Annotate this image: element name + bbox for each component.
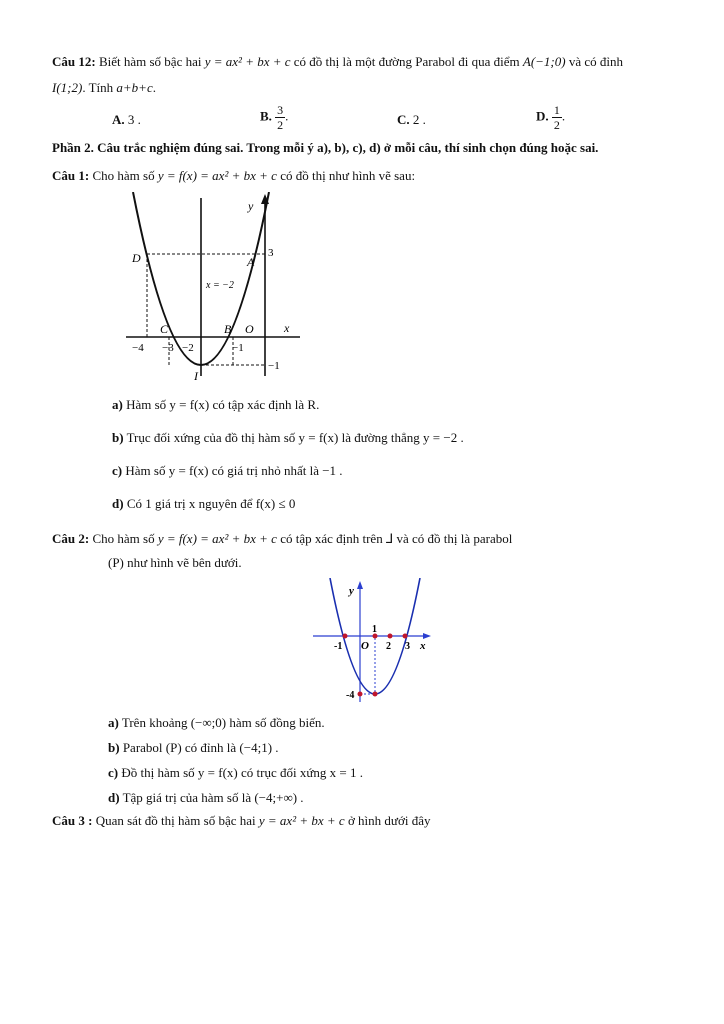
q12-option-c[interactable]: C. 2 . <box>397 112 426 127</box>
q1-label-i: I <box>194 369 198 383</box>
q2-stem-line2: (P) như hình vẽ bên dưới. <box>108 555 242 570</box>
q12-option-b-fraction: $\frac{3}{2}$ <box>277 103 284 132</box>
q2-y-arrow-icon <box>357 581 363 589</box>
q2-label-y: y <box>349 585 354 597</box>
q2-stem-line1 <box>52 531 512 547</box>
q1-item-a: a) Hàm số y = f(x) có tập xác định là R. <box>112 397 320 412</box>
q1-item-b: b) Trục đối xứng của đồ thị hàm số y = f(x) là đường thẳng y = −2 . <box>112 430 464 445</box>
q2-point-2 <box>388 634 393 639</box>
q2-text2: có tập xác định trên ⅃ và có đồ thị là parabol <box>280 531 513 546</box>
q1-label-m1y: −1 <box>268 360 280 372</box>
q12-point-a: A(−1;0) <box>522 54 566 69</box>
q1-label-y: y <box>248 199 254 213</box>
q1-label-c: C <box>160 322 169 336</box>
q1-label: Câu 1: <box>52 168 90 183</box>
q12-text5: . <box>152 80 156 95</box>
q1-label-b: B <box>224 322 232 336</box>
part2-title: Phần 2. Câu trắc nghiệm đúng sai. Trong mỗi ý a), b), c), d) ở mỗi câu, thí sinh chọn đúng hoặc sai. <box>52 140 599 155</box>
q2-point-m1 <box>343 634 348 639</box>
q12-text3: và có đỉnh <box>568 54 623 69</box>
q1-label-a: A <box>247 255 255 269</box>
q3-stem <box>52 813 430 829</box>
q1-label-x: x <box>284 321 290 335</box>
q12-expr: a+b+c <box>116 80 153 95</box>
q12-option-b[interactable]: B. $\frac{3}{2}$ . <box>260 103 289 132</box>
q2-label-1: 1 <box>372 624 377 635</box>
q12-label: Câu 12: <box>52 54 96 69</box>
q2-label-m1: -1 <box>334 641 343 652</box>
q1-label-m2: −2 <box>182 342 194 354</box>
q2-item-b: b) Parabol (P) có đỉnh là (−4;1) . <box>108 740 279 755</box>
q2-point-3 <box>403 634 408 639</box>
q12-text2: có đồ thị là một đường Parabol đi qua điểm <box>293 54 520 69</box>
q2-x-arrow-icon <box>423 633 431 639</box>
q2-text1: Cho hàm số <box>92 531 155 546</box>
q12-option-d[interactable]: D. $\frac{1}{2}$ . <box>536 103 566 132</box>
q1-label-o: O <box>245 322 254 336</box>
q1-label-3: 3 <box>268 247 274 259</box>
q1-text2: có đồ thị như hình vẽ sau: <box>280 168 416 183</box>
q12-option-d-fraction: $\frac{1}{2}$ <box>553 103 560 132</box>
q2-label-m4: -4 <box>346 690 355 701</box>
q3-label: Câu 3 : <box>52 813 93 828</box>
q2-point-y-m4 <box>358 692 363 697</box>
q1-stem <box>52 168 415 184</box>
q3-formula: y = ax² + bx + c <box>258 813 345 828</box>
q2-label-2: 2 <box>386 641 391 652</box>
q2-item-d: d) Tập giá trị của hàm số là (−4;+∞) . <box>108 790 304 805</box>
q12-line2 <box>52 80 156 96</box>
q1-item-d: d) Có 1 giá trị x nguyên để f(x) ≤ 0 <box>112 496 296 511</box>
q2-vertex <box>373 692 378 697</box>
q1-item-c: c) Hàm số y = f(x) có giá trị nhỏ nhất là −1 . <box>112 463 343 478</box>
q2-graph <box>310 578 436 704</box>
q1-label-d: D <box>132 251 141 265</box>
q1-label-m1x: −1 <box>232 342 244 354</box>
q2-item-a: a) Trên khoảng (−∞;0) hàm số đồng biến. <box>108 715 325 730</box>
q1-graph <box>118 192 308 384</box>
q12-point-i: I(1;2) <box>52 80 83 95</box>
q2-label-o: O <box>361 640 369 652</box>
q1-text1: Cho hàm số <box>92 168 155 183</box>
q12-text4: . Tính <box>82 80 114 95</box>
q1-label-m4: −4 <box>132 342 144 354</box>
q12-line1 <box>52 54 623 70</box>
q12-text1: Biết hàm số bậc hai <box>98 54 202 69</box>
q2-label: Câu 2: <box>52 531 90 546</box>
q3-text1: Quan sát đồ thị hàm số bậc hai <box>95 813 256 828</box>
q12-option-a[interactable]: A. 3 . <box>112 112 141 127</box>
q1-formula: y = f(x) = ax² + bx + c <box>157 168 277 183</box>
q2-item-c: c) Đồ thị hàm số y = f(x) có trục đối xứng x = 1 . <box>108 765 363 780</box>
q1-label-m3: −3 <box>162 342 174 354</box>
q3-text2: ở hình dưới đây <box>347 813 431 828</box>
q2-formula: y = f(x) = ax² + bx + c <box>157 531 277 546</box>
q2-label-x: x <box>420 640 426 652</box>
q2-label-3: 3 <box>405 641 410 652</box>
q12-formula: y = ax² + bx + c <box>204 54 291 69</box>
q1-label-axis-eq: x = −2 <box>206 280 234 291</box>
